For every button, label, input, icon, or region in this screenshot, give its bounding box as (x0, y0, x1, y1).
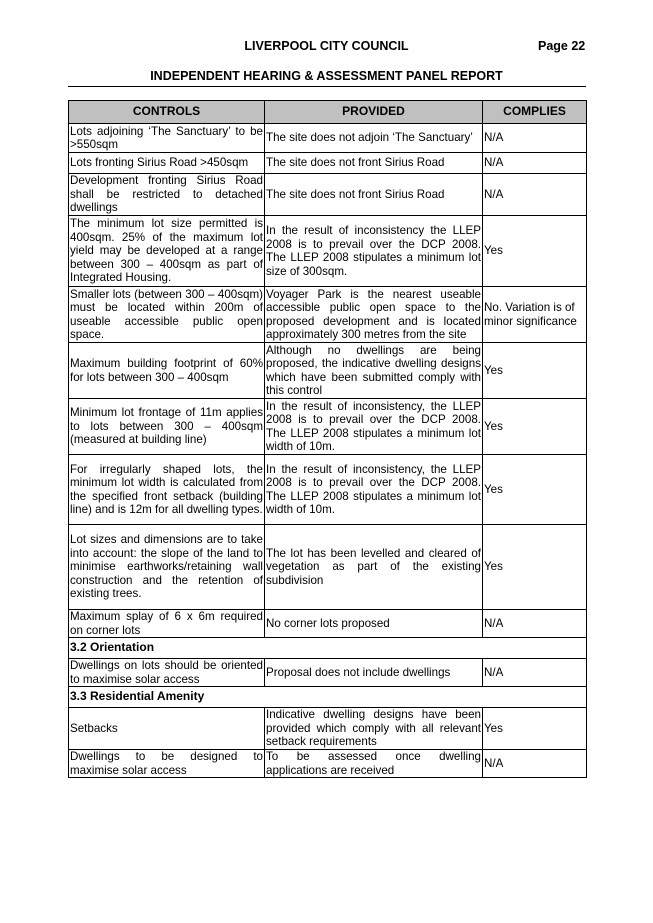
complies-cell: No. Variation is of minor significance (483, 287, 587, 343)
provided-cell: The site does not front Sirius Road (265, 174, 483, 216)
section-row (69, 687, 587, 708)
column-header-complies: COMPLIES (483, 101, 587, 124)
provided-cell: Proposal does not include dwellings (265, 659, 483, 687)
report-title: INDEPENDENT HEARING & ASSESSMENT PANEL REPORT (150, 69, 503, 83)
complies-cell: N/A (483, 174, 587, 216)
complies-cell: N/A (483, 659, 587, 687)
section-row (69, 638, 587, 659)
column-header-controls: CONTROLS (69, 101, 265, 124)
controls-cell: Lots adjoining ‘The Sanctuary’ to be >550sqm (70, 124, 263, 151)
controls-cell: Dwellings to be designed to maximise solar access (70, 750, 263, 777)
table-row (69, 750, 587, 778)
complies-cell: Yes (483, 216, 587, 287)
table-row (69, 708, 587, 750)
controls-table (68, 100, 587, 778)
table-row (69, 399, 587, 455)
provided-cell: The site does not adjoin ‘The Sanctuary’ (265, 124, 483, 153)
provided-cell: Voyager Park is the nearest useable accessible public open space to the proposed development and is located approximately 300 metres from the site (266, 287, 481, 341)
controls-cell: For irregularly shaped lots, the minimum lot width is calculated from the specified front setback (building line) and is 12m for all dwelling types. (69, 455, 265, 525)
table-row (69, 124, 587, 153)
table-row (69, 610, 587, 638)
table-row (69, 343, 587, 399)
controls-cell: Dwellings on lots should be oriented to maximise solar access (70, 659, 263, 686)
section-heading-amenity: 3.3 Residential Amenity (69, 687, 587, 708)
controls-cell: Maximum splay of 6 x 6m required on corner lots (70, 610, 263, 637)
table-row (69, 659, 587, 687)
complies-cell: N/A (483, 153, 587, 174)
provided-cell: The site does not front Sirius Road (265, 153, 483, 174)
table-row (69, 525, 587, 610)
column-header-provided: PROVIDED (265, 101, 483, 124)
section-heading-orientation: 3.2 Orientation (69, 638, 587, 659)
provided-cell: Indicative dwelling designs have been provided which comply with all relevant setback requirements (266, 708, 481, 749)
council-name: LIVERPOOL CITY COUNCIL (244, 39, 409, 53)
provided-cell: In the result of inconsistency, the LLEP 2008 is to prevail over the DCP 2008. The LLEP 2008 stipulates a minimum lot width of 10m. (265, 455, 483, 525)
provided-cell: To be assessed once dwelling applications are received (266, 750, 481, 777)
provided-cell: Although no dwellings are being proposed, the indicative dwelling designs which have been submitted comply with this control (266, 343, 481, 397)
complies-cell: N/A (483, 124, 587, 153)
controls-cell: Setbacks (69, 708, 265, 750)
complies-cell: Yes (483, 525, 587, 610)
table-row (69, 153, 587, 174)
controls-cell: Lot sizes and dimensions are to take into account: the slope of the land to minimise earthworks/retaining wall construction and the retention of existing trees. (69, 525, 265, 610)
complies-cell: Yes (483, 399, 587, 455)
table-row (69, 287, 587, 343)
provided-cell: In the result of inconsistency, the LLEP 2008 is to prevail over the DCP 2008. The LLEP 2008 stipulates a minimum lot width of 10m. (266, 399, 481, 453)
table-row (69, 174, 587, 216)
table-header-row (69, 101, 587, 124)
complies-cell: Yes (483, 343, 587, 399)
complies-cell: Yes (483, 708, 587, 750)
complies-cell: N/A (483, 750, 587, 778)
controls-cell: The minimum lot size permitted is 400sqm. 25% of the maximum lot yield may be developed at a range between 300 – 400sqm as part of Integrated Housing. (69, 216, 265, 287)
provided-cell: No corner lots proposed (265, 610, 483, 638)
provided-cell: In the result of inconsistency the LLEP 2008 is to prevail over the DCP 2008. The LLEP 2008 stipulates a minimum lot size of 300sqm. (265, 216, 483, 287)
table-row (69, 455, 587, 525)
controls-cell: Smaller lots (between 300 – 400sqm) must be located within 200m of useable accessible public open space. (70, 287, 263, 341)
table-row (69, 216, 587, 287)
header-divider (68, 86, 586, 87)
complies-cell: Yes (483, 455, 587, 525)
controls-cell: Lots fronting Sirius Road >450sqm (69, 153, 265, 174)
controls-cell: Minimum lot frontage of 11m applies to lots between 300 – 400sqm (measured at building line) (69, 399, 265, 455)
complies-cell: N/A (483, 610, 587, 638)
provided-cell: The lot has been levelled and cleared of vegetation as part of the existing subdivision (265, 525, 483, 610)
page-number: Page 22 (538, 39, 586, 53)
controls-cell: Maximum building footprint of 60% for lots between 300 – 400sqm (69, 343, 265, 399)
controls-cell: Development fronting Sirius Road shall be restricted to detached dwellings (70, 174, 263, 215)
